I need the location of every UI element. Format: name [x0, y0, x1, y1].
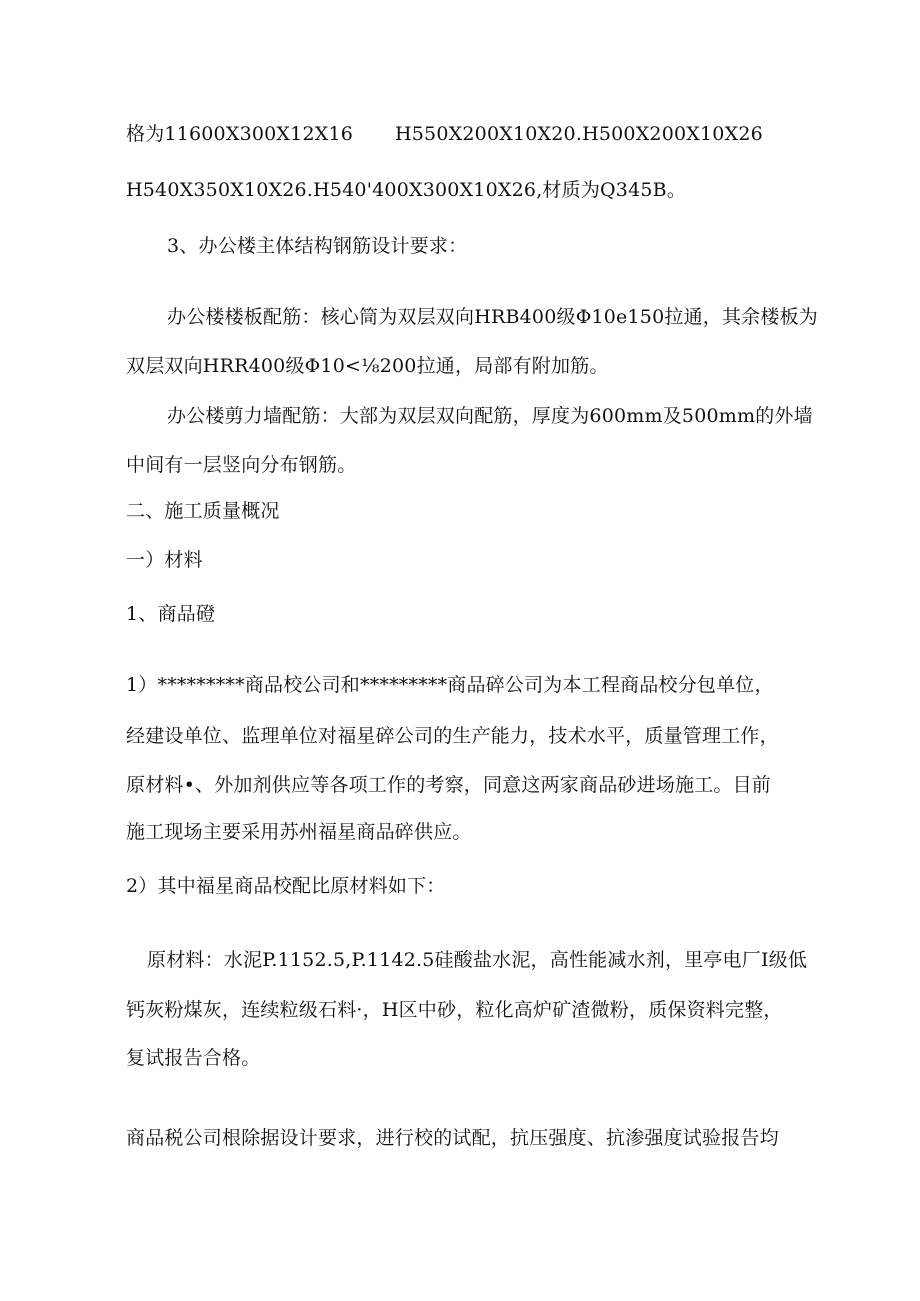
spec-line-part-b: H550X200X10X20.H500X200X10X26 [395, 123, 763, 145]
spec-line-2: H540X350X10X26.H540'400X300X10X26,材质为Q345B。 [126, 179, 687, 201]
heading-rebar-requirements: 3、办公楼主体结构钢筋设计要求： [167, 235, 468, 257]
paragraph-1-line-1: 1）*********商品校公司和*********商品碎公司为本工程商品校分包单位， [126, 674, 774, 696]
slab-rebar-line-1: 办公楼楼板配筋：核心筒为双层双向HRB400级Φ10e150拉通，其余楼板为 [167, 306, 818, 328]
section-heading-quality: 二、施工质量概况 [126, 500, 280, 522]
subheading-materials: 一）材料 [126, 549, 203, 571]
slab-rebar-line-2: 双层双向HRR400级Φ10<⅛200拉通，局部有附加筋。 [126, 355, 609, 377]
raw-materials-line-1: 原材料：水泥P.1152.5,P.1142.5硅酸盐水泥，高性能减水剂，里亭电厂I级低 [147, 949, 808, 971]
paragraph-1-line-2: 经建设单位、监理单位对福星碎公司的生产能力，技术水平，质量管理工作， [126, 725, 779, 747]
paragraph-1-line-3: 原材料•、外加剂供应等各项工作的考察，同意这两家商品砂进场施工。目前 [126, 774, 772, 796]
item-heading-concrete: 1、商品磴 [126, 603, 216, 625]
paragraph-2: 2）其中福星商品校配比原材料如下： [126, 875, 446, 897]
raw-materials-line-3: 复试报告合格。 [126, 1047, 261, 1069]
spec-line-part-a: 格为11600X300X12X16 [126, 123, 354, 145]
wall-rebar-line-2: 中间有一层竖向分布钢筋。 [126, 454, 357, 476]
paragraph-1-line-4: 施工现场主要采用苏州福星商品碎供应。 [126, 821, 472, 843]
raw-materials-line-2: 钙灰粉煤灰，连续粒级石料·，H区中砂，粒化高炉矿渣微粉，质保资料完整， [126, 999, 783, 1021]
last-paragraph-line-1: 商品税公司根除据设计要求，进行校的试配，抗压强度、抗渗强度试验报告均 [126, 1127, 779, 1149]
wall-rebar-line-1: 办公楼剪力墙配筋：大部为双层双向配筋，厚度为600mm及500mm的外墙 [167, 405, 813, 427]
